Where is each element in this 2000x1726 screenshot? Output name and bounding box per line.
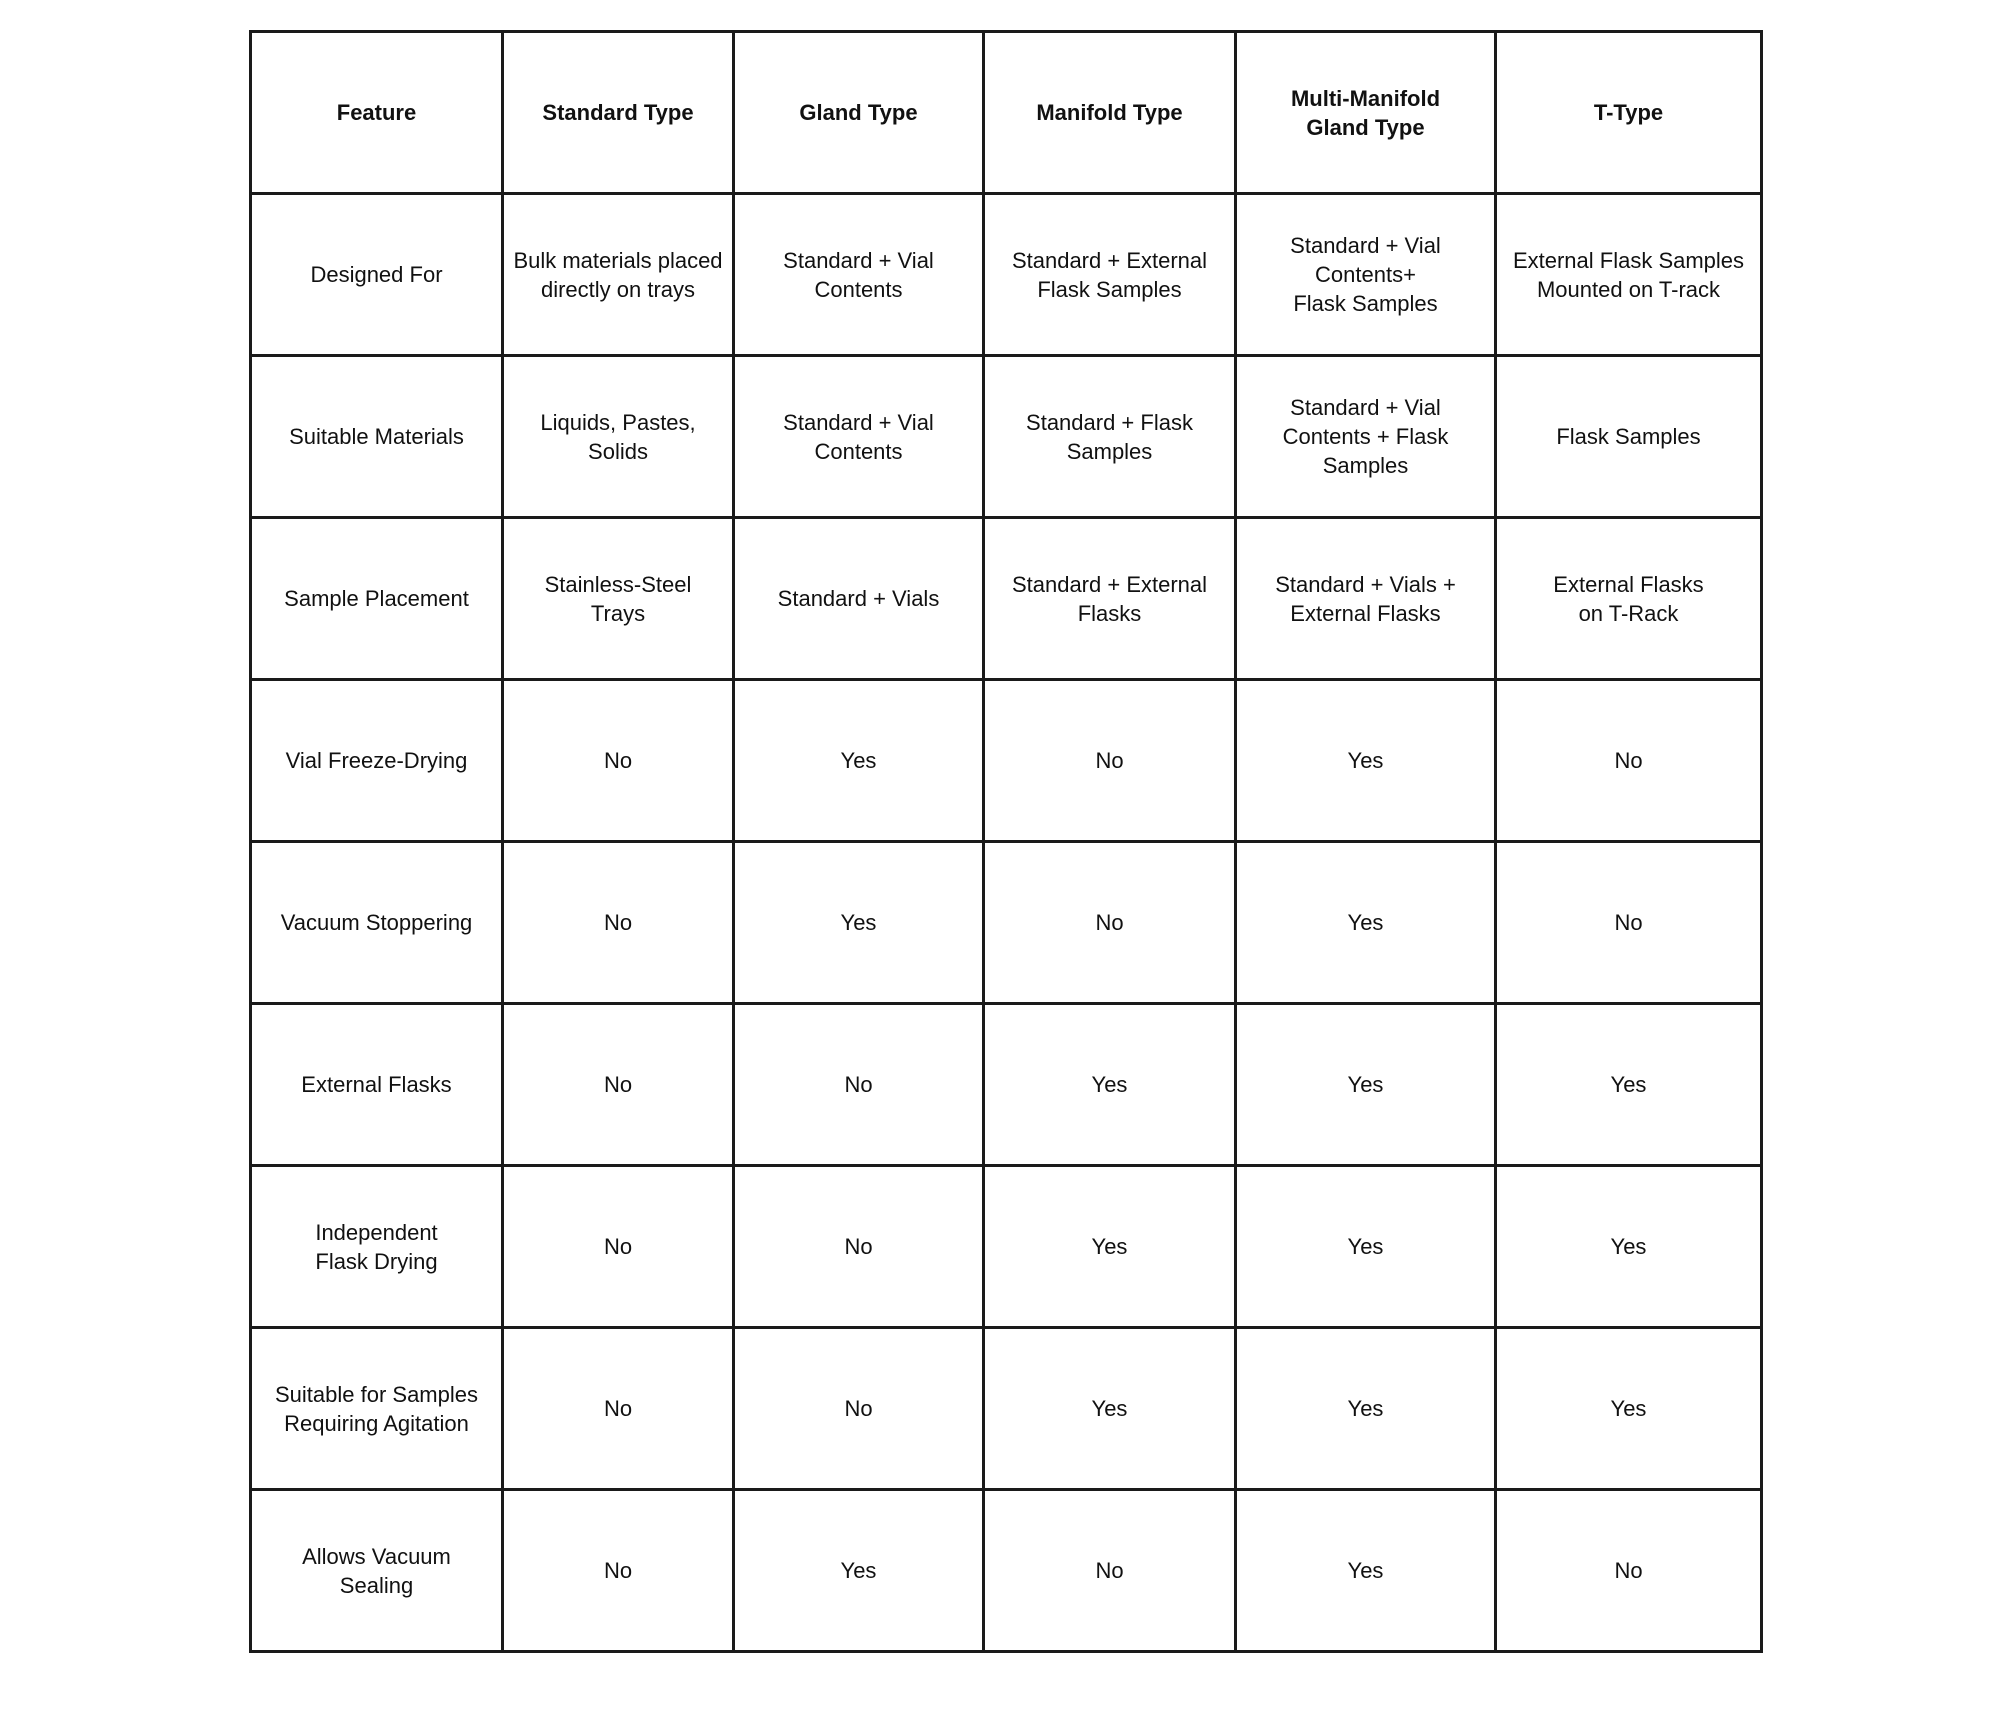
- table-cell: Yes: [734, 1490, 984, 1652]
- table-cell: Yes: [1236, 1166, 1496, 1328]
- table-row: [251, 356, 1762, 518]
- table-cell: No: [503, 680, 734, 842]
- row-label-cell: Designed For: [251, 194, 503, 356]
- table-cell: Standard + External Flask Samples: [984, 194, 1236, 356]
- table-cell: Yes: [1236, 842, 1496, 1004]
- table-cell: External Flasks on T-Rack: [1496, 518, 1762, 680]
- header-cell-t-type: T-Type: [1496, 32, 1762, 194]
- table-cell: No: [503, 1490, 734, 1652]
- header-cell-gland-type: Gland Type: [734, 32, 984, 194]
- table-cell: Yes: [734, 842, 984, 1004]
- table-cell: Flask Samples: [1496, 356, 1762, 518]
- table-row: [251, 680, 1762, 842]
- table-cell: External Flask Samples Mounted on T-rack: [1496, 194, 1762, 356]
- row-label-cell: Independent Flask Drying: [251, 1166, 503, 1328]
- table-cell: Yes: [984, 1328, 1236, 1490]
- table-cell: Yes: [1496, 1328, 1762, 1490]
- table-cell: Standard + Flask Samples: [984, 356, 1236, 518]
- table-cell: Yes: [1236, 1004, 1496, 1166]
- row-label-cell: Vial Freeze-Drying: [251, 680, 503, 842]
- row-label-cell: Suitable for Samples Requiring Agitation: [251, 1328, 503, 1490]
- table-cell: No: [503, 842, 734, 1004]
- table-row: [251, 1328, 1762, 1490]
- table-cell: No: [734, 1328, 984, 1490]
- row-label-cell: Sample Placement: [251, 518, 503, 680]
- table-cell: Yes: [1236, 1490, 1496, 1652]
- table-cell: No: [503, 1004, 734, 1166]
- table-cell: Yes: [1236, 680, 1496, 842]
- table-cell: No: [503, 1166, 734, 1328]
- table-row: [251, 1004, 1762, 1166]
- table-row: [251, 1166, 1762, 1328]
- table-header: [251, 32, 1762, 194]
- table-cell: Yes: [734, 680, 984, 842]
- table-cell: Standard + Vials + External Flasks: [1236, 518, 1496, 680]
- row-label-cell: External Flasks: [251, 1004, 503, 1166]
- table-cell: Standard + Vial Contents+ Flask Samples: [1236, 194, 1496, 356]
- table-cell: Yes: [984, 1004, 1236, 1166]
- table-row: [251, 842, 1762, 1004]
- table-row: [251, 518, 1762, 680]
- table-cell: No: [503, 1328, 734, 1490]
- table-row: [251, 1490, 1762, 1652]
- comparison-table-container: [249, 30, 1760, 1653]
- header-cell-standard-type: Standard Type: [503, 32, 734, 194]
- table-cell: Bulk materials placed directly on trays: [503, 194, 734, 356]
- table-cell: Standard + Vial Contents: [734, 194, 984, 356]
- row-label-cell: Allows Vacuum Sealing: [251, 1490, 503, 1652]
- table-cell: Liquids, Pastes, Solids: [503, 356, 734, 518]
- table-cell: No: [984, 680, 1236, 842]
- table-cell: Yes: [984, 1166, 1236, 1328]
- table-cell: No: [1496, 680, 1762, 842]
- header-cell-manifold-type: Manifold Type: [984, 32, 1236, 194]
- table-body: [251, 194, 1762, 1652]
- header-row: [251, 32, 1762, 194]
- table-cell: Stainless-Steel Trays: [503, 518, 734, 680]
- header-cell-multi-manifold-gland-type: Multi-Manifold Gland Type: [1236, 32, 1496, 194]
- row-label-cell: Suitable Materials: [251, 356, 503, 518]
- table-cell: No: [984, 842, 1236, 1004]
- header-cell-feature: Feature: [251, 32, 503, 194]
- table-cell: No: [734, 1166, 984, 1328]
- table-cell: Standard + Vials: [734, 518, 984, 680]
- table-cell: No: [1496, 842, 1762, 1004]
- table-cell: No: [1496, 1490, 1762, 1652]
- comparison-table: [249, 30, 1763, 1653]
- table-row: [251, 194, 1762, 356]
- table-cell: No: [734, 1004, 984, 1166]
- table-cell: Yes: [1236, 1328, 1496, 1490]
- table-cell: Standard + External Flasks: [984, 518, 1236, 680]
- table-cell: Yes: [1496, 1004, 1762, 1166]
- table-cell: Yes: [1496, 1166, 1762, 1328]
- row-label-cell: Vacuum Stoppering: [251, 842, 503, 1004]
- table-cell: No: [984, 1490, 1236, 1652]
- table-cell: Standard + Vial Contents: [734, 356, 984, 518]
- table-cell: Standard + Vial Contents + Flask Samples: [1236, 356, 1496, 518]
